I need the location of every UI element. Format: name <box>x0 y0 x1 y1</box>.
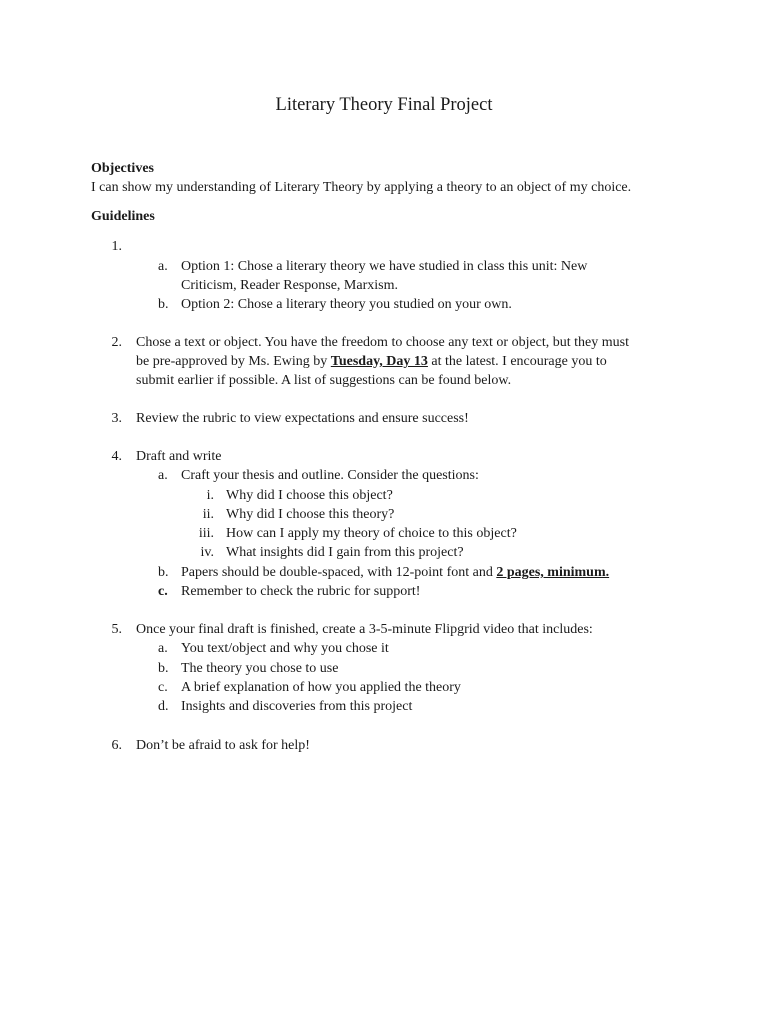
item-3-number: 3. <box>111 411 122 426</box>
item-4-text: Draft and write <box>136 449 222 464</box>
item-2-line2-post: at the latest. I encourage you to <box>427 354 607 369</box>
item-2-number: 2. <box>111 335 122 350</box>
item-2-line1: Chose a text or object. You have the freedom to choose any text or object, but they must <box>136 335 630 350</box>
item-2-line2-pre: be pre-approved by Ms. Ewing by <box>136 354 331 369</box>
question-label: iii. <box>198 526 214 541</box>
item-1a-line2: Criticism, Reader Response, Marxism. <box>181 278 398 293</box>
page-minimum-highlight: 2 pages, minimum. <box>496 565 610 580</box>
item-5-sub-label: b. <box>158 661 169 676</box>
question-text: Why did I choose this theory? <box>226 507 395 522</box>
item-1b-text: Option 2: Chose a literary theory you studied on your own. <box>181 297 512 312</box>
item-5-sub-text: Insights and discoveries from this project <box>181 699 413 714</box>
objectives-text: I can show my understanding of Literary Theory by applying a theory to an object of my choice. <box>91 180 632 195</box>
item-1a-label: a. <box>158 259 168 274</box>
item-4b-label: b. <box>158 565 169 580</box>
item-2-line2 <box>136 352 607 371</box>
item-1-number: 1. <box>111 239 122 254</box>
question-text: Why did I choose this object? <box>226 488 393 503</box>
item-4b-pre: Papers should be double-spaced, with 12-point font and <box>181 565 497 580</box>
item-1a-line1: Option 1: Chose a literary theory we have studied in class this unit: New <box>181 259 588 274</box>
item-5-sub-text: A brief explanation of how you applied the theory <box>181 680 461 695</box>
item-5-sub-text: The theory you chose to use <box>181 661 339 676</box>
question-text: How can I apply my theory of choice to this object? <box>226 526 517 541</box>
item-4-number: 4. <box>111 449 122 464</box>
item-5-number: 5. <box>111 622 122 637</box>
item-2-line3: submit earlier if possible. A list of suggestions can be found below. <box>136 373 512 388</box>
item-4b-text <box>181 563 609 582</box>
item-5-text: Once your final draft is finished, create a 3-5-minute Flipgrid video that includes: <box>136 622 593 637</box>
item-3-text: Review the rubric to view expectations and ensure success! <box>136 411 469 426</box>
page-title: Literary Theory Final Project <box>275 95 493 115</box>
item-5-sub-text: You text/object and why you chose it <box>181 641 389 656</box>
item-6-number: 6. <box>111 738 122 753</box>
item-1b-label: b. <box>158 297 169 312</box>
item-4c-label: c. <box>158 584 168 599</box>
item-4a-label: a. <box>158 468 168 483</box>
guidelines-heading: Guidelines <box>91 209 155 224</box>
item-5-sub-label: d. <box>158 699 169 714</box>
question-label: ii. <box>202 507 214 522</box>
item-5-sub-label: c. <box>158 680 168 695</box>
question-label: iv. <box>200 545 214 560</box>
item-6-text: Don’t be afraid to ask for help! <box>136 738 310 753</box>
question-label: i. <box>206 488 214 503</box>
objectives-heading: Objectives <box>91 161 154 176</box>
item-4a-text: Craft your thesis and outline. Consider the questions: <box>181 468 479 483</box>
question-text: What insights did I gain from this project? <box>226 545 464 560</box>
item-5-sub-label: a. <box>158 641 168 656</box>
item-4c-text: Remember to check the rubric for support! <box>181 584 421 599</box>
deadline-highlight: Tuesday, Day 13 <box>330 354 428 369</box>
